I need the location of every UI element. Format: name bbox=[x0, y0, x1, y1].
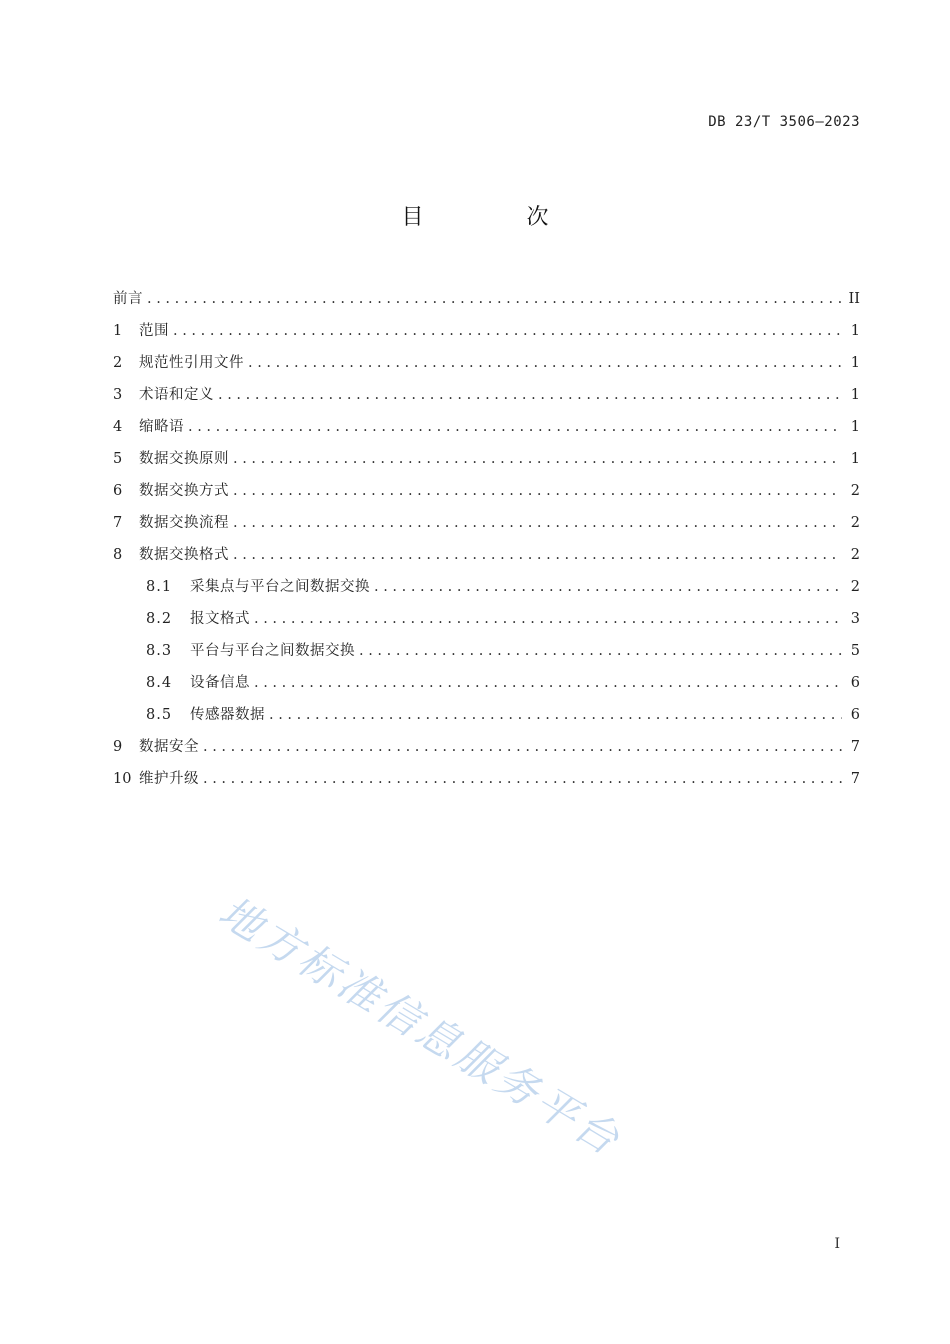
toc-entry[interactable] bbox=[113, 351, 860, 383]
toc-entry[interactable] bbox=[113, 415, 860, 447]
toc-entry-page: 3 bbox=[850, 611, 860, 627]
toc-entry-label: 传感器数据 bbox=[190, 707, 265, 723]
toc-title: 目 次 bbox=[401, 205, 597, 230]
toc-entry-label: 规范性引用文件 bbox=[139, 355, 244, 371]
document-code: DB 23/T 3506—2023 bbox=[708, 114, 860, 130]
toc-entry-label: 数据交换方式 bbox=[139, 483, 229, 499]
toc-entry-page: 7 bbox=[850, 739, 860, 755]
toc-entry[interactable] bbox=[113, 319, 860, 351]
toc-leader-dots bbox=[254, 675, 842, 691]
toc-entry-number: 8.2 bbox=[146, 611, 173, 627]
toc-entry-label: 术语和定义 bbox=[139, 387, 214, 403]
toc-entry-number: 8.1 bbox=[146, 579, 173, 595]
toc-entry-label: 维护升级 bbox=[139, 771, 199, 787]
toc-leader-dots bbox=[254, 611, 842, 627]
toc-leader-dots bbox=[233, 547, 842, 563]
toc-leader-dots bbox=[374, 579, 842, 595]
toc-entry-page: 2 bbox=[850, 483, 860, 499]
toc-entry-label: 报文格式 bbox=[190, 611, 250, 627]
toc-entry-label: 平台与平台之间数据交换 bbox=[190, 643, 355, 659]
toc-entry-page: II bbox=[848, 291, 860, 307]
toc-entry-label: 数据安全 bbox=[139, 739, 199, 755]
toc-entry-number: 8.4 bbox=[146, 675, 173, 691]
toc-entry-label: 范围 bbox=[139, 323, 169, 339]
toc-entry[interactable] bbox=[113, 735, 860, 767]
toc-entry-number: 1 bbox=[113, 323, 123, 339]
toc-entry-page: 1 bbox=[850, 419, 860, 435]
toc-leader-dots bbox=[269, 707, 842, 723]
toc-entry-label: 数据交换原则 bbox=[139, 451, 229, 467]
toc-entry[interactable] bbox=[113, 607, 860, 639]
toc-entry-label: 缩略语 bbox=[139, 419, 184, 435]
toc-entry[interactable] bbox=[113, 383, 860, 415]
toc-entry-number: 3 bbox=[113, 387, 123, 403]
toc-entry-page: 2 bbox=[850, 515, 860, 531]
page-number: I bbox=[834, 1236, 840, 1252]
watermark-text: 地方标准信息服务平台 bbox=[210, 886, 631, 1166]
toc-entry-label: 设备信息 bbox=[190, 675, 250, 691]
toc-entry-number: 8.5 bbox=[146, 707, 173, 723]
toc-leader-dots bbox=[203, 771, 842, 787]
toc-entry[interactable] bbox=[113, 287, 860, 319]
toc-entry[interactable] bbox=[113, 479, 860, 511]
toc-leader-dots bbox=[248, 355, 842, 371]
toc-entry-number: 6 bbox=[113, 483, 123, 499]
toc-entry[interactable] bbox=[113, 767, 860, 799]
table-of-contents bbox=[113, 287, 860, 799]
toc-entry[interactable] bbox=[113, 447, 860, 479]
toc-leader-dots bbox=[147, 291, 842, 307]
toc-leader-dots bbox=[233, 515, 842, 531]
toc-entry-number: 8 bbox=[113, 547, 123, 563]
toc-entry-number: 4 bbox=[113, 419, 123, 435]
toc-entry-page: 5 bbox=[850, 643, 860, 659]
toc-entry-number: 5 bbox=[113, 451, 123, 467]
toc-entry-number: 10 bbox=[113, 771, 132, 787]
toc-entry-page: 1 bbox=[850, 387, 860, 403]
toc-entry-page: 1 bbox=[850, 451, 860, 467]
toc-entry[interactable] bbox=[113, 511, 860, 543]
toc-entry-label: 前言 bbox=[113, 291, 143, 307]
toc-entry-page: 1 bbox=[850, 355, 860, 371]
toc-entry-page: 6 bbox=[850, 675, 860, 691]
toc-entry-number: 8.3 bbox=[146, 643, 173, 659]
toc-entry-page: 6 bbox=[850, 707, 860, 723]
toc-leader-dots bbox=[218, 387, 842, 403]
toc-leader-dots bbox=[173, 323, 842, 339]
toc-entry-number: 7 bbox=[113, 515, 123, 531]
toc-leader-dots bbox=[233, 451, 842, 467]
toc-leader-dots bbox=[203, 739, 842, 755]
toc-leader-dots bbox=[188, 419, 842, 435]
toc-entry-label: 数据交换流程 bbox=[139, 515, 229, 531]
toc-entry-page: 1 bbox=[850, 323, 860, 339]
toc-entry[interactable] bbox=[113, 543, 860, 575]
toc-entry-label: 数据交换格式 bbox=[139, 547, 229, 563]
toc-entry[interactable] bbox=[113, 639, 860, 671]
toc-leader-dots bbox=[233, 483, 842, 499]
toc-entry-page: 2 bbox=[850, 547, 860, 563]
toc-entry[interactable] bbox=[113, 575, 860, 607]
toc-entry[interactable] bbox=[113, 671, 860, 703]
toc-leader-dots bbox=[359, 643, 842, 659]
toc-entry-label: 采集点与平台之间数据交换 bbox=[190, 579, 370, 595]
toc-entry[interactable] bbox=[113, 703, 860, 735]
toc-entry-page: 7 bbox=[850, 771, 860, 787]
toc-entry-number: 9 bbox=[113, 739, 123, 755]
toc-entry-number: 2 bbox=[113, 355, 123, 371]
toc-entry-page: 2 bbox=[850, 579, 860, 595]
